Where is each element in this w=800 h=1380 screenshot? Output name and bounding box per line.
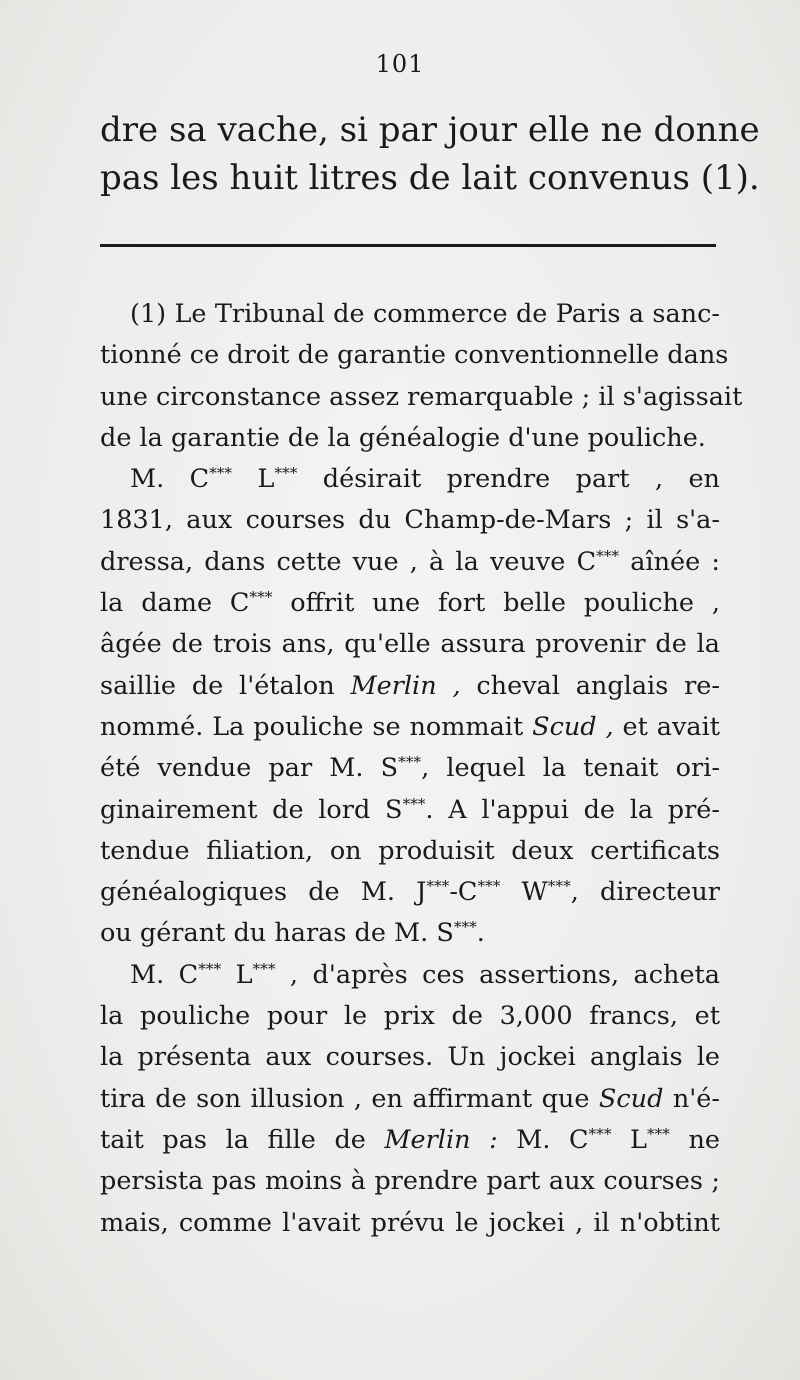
footnote-line: tait pas la fille de Merlin : M. C*** L*** ne bbox=[100, 1124, 721, 1155]
footnote-line: nommé. La pouliche se nommait Scud , et avait bbox=[100, 711, 721, 742]
footnote-line: ginairement de lord S***. A l'appui de la pré- bbox=[100, 794, 720, 825]
footnote-line: ou gérant du haras de M. S***. bbox=[100, 918, 485, 949]
footnote-line: M. C*** L*** , d'après ces assertions, acheta bbox=[130, 959, 720, 990]
footnote-line: tendue filiation, on produisit deux certificats bbox=[100, 835, 720, 866]
footnote-line: âgée de trois ans, qu'elle assura provenir de la bbox=[100, 629, 720, 660]
footnote-line: saillie de l'étalon Merlin , cheval anglais re- bbox=[100, 670, 720, 701]
footnote-line: persista pas moins à prendre part aux courses ; bbox=[100, 1166, 720, 1197]
main-text-line: pas les huit litres de lait convenus (1). bbox=[100, 158, 760, 198]
footnote-separator-rule bbox=[100, 244, 716, 247]
footnote-line: de la garantie de la généalogie d'une pouliche. bbox=[100, 422, 706, 453]
main-text bbox=[100, 106, 760, 202]
footnote-line: la présenta aux courses. Un jockei anglais le bbox=[100, 1042, 720, 1073]
page-number: 101 bbox=[375, 50, 425, 78]
footnote-line: 1831, aux courses du Champ-de-Mars ; il s'a- bbox=[100, 505, 720, 536]
footnote-line: une circonstance assez remarquable ; il s'agissait bbox=[100, 381, 743, 412]
footnote-line: été vendue par M. S***, lequel la tenait ori- bbox=[100, 753, 720, 784]
footnote-line: généalogiques de M. J***-C*** W***, directeur bbox=[100, 876, 720, 908]
footnote-line: mais, comme l'avait prévu le jockei , il n'obtint bbox=[100, 1207, 720, 1238]
footnote-line: tionné ce droit de garantie conventionnelle dans bbox=[100, 340, 729, 371]
footnote-line: la dame C*** offrit une fort belle pouliche , bbox=[100, 587, 720, 619]
footnote-line: la pouliche pour le prix de 3,000 francs, et bbox=[100, 1001, 720, 1032]
footnote-line: dressa, dans cette vue , à la veuve C*** aînée : bbox=[100, 546, 720, 577]
main-text-line: dre sa vache, si par jour elle ne donne bbox=[100, 110, 760, 150]
footnote bbox=[100, 294, 743, 1244]
footnote-line: M. C*** L*** désirait prendre part , en bbox=[130, 464, 720, 495]
footnote-line: (1) Le Tribunal de commerce de Paris a sanc- bbox=[130, 299, 720, 329]
footnote-line: tira de son illusion , en affirmant que Scud n'é- bbox=[100, 1083, 720, 1114]
